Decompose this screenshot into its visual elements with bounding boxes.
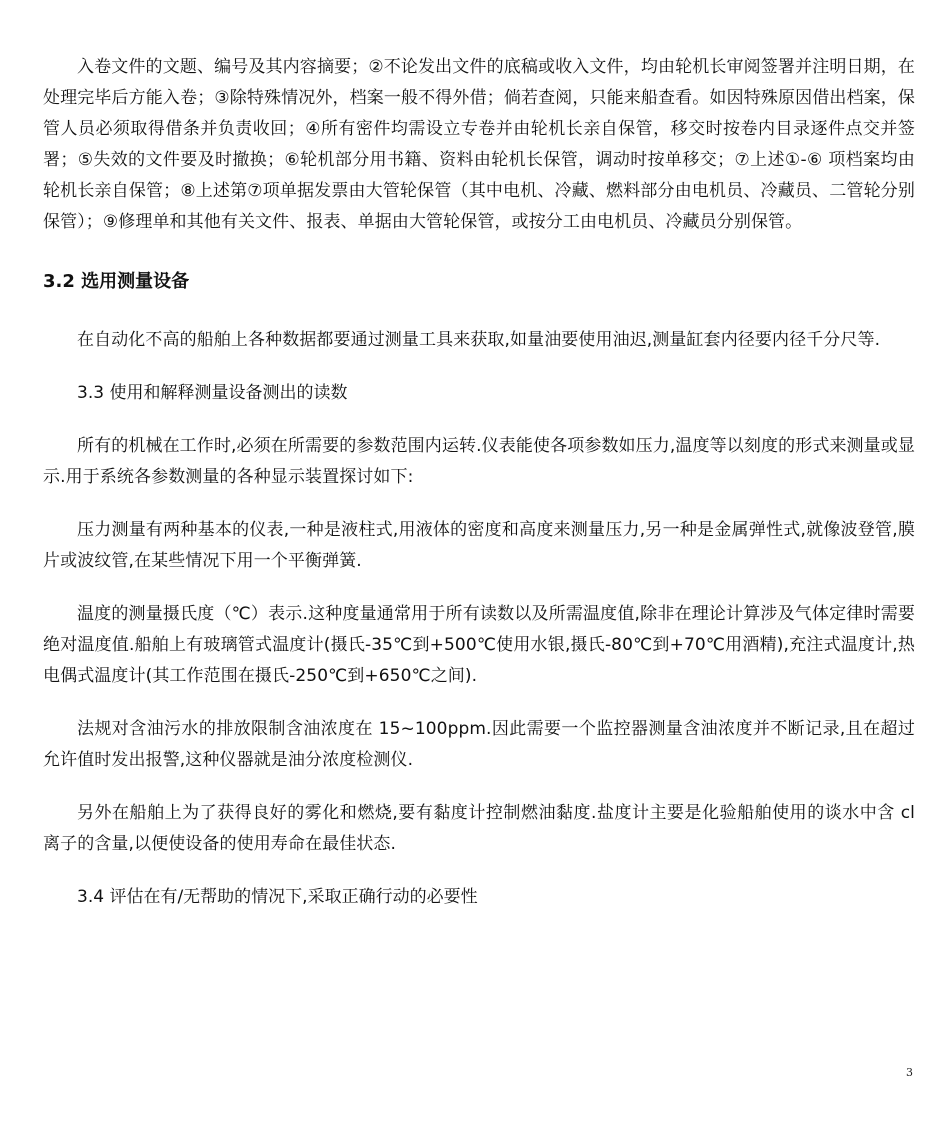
paragraph-pressure-measurement: 压力测量有两种基本的仪表,一种是液柱式,用液体的密度和高度来测量压力,另一种是金属弹性式,就像波登管,膜片或波纹管,在某些情况下用一个平衡弹簧.	[43, 520, 915, 571]
section-heading-3-4: 3.4 评估在有/无帮助的情况下,采取正确行动的必要性	[77, 887, 478, 907]
spacer	[43, 297, 915, 325]
spacer	[43, 776, 915, 798]
spacer	[43, 860, 915, 882]
spacer	[43, 577, 915, 599]
spacer	[43, 409, 915, 431]
section-heading-3-2: 3.2 选用测量设备	[43, 271, 190, 292]
page-number: 3	[906, 1066, 913, 1079]
paragraph-archive-rules: 入卷文件的文题、编号及其内容摘要；②不论发出文件的底稿或收入文件，均由轮机长审阅签署并注明日期，在处理完毕后方能入卷；③除特殊情况外，档案一般不得外借；倘若查阅，只能来船查看。如因特殊原因借出档案，保管人员必须取得借条并负责收回；④所有密件均需设立专卷并由轮机长亲自保管，移交时按卷内目录逐件点交并签署；⑤失效的文件要及时撤换；⑥轮机部分用书籍、资料由轮机长保管，调动时按单移交；⑦上述①-⑥ 项档案均由轮机长亲自保管；⑧上述第⑦项单据发票由大管轮保管（其中电机、冷藏、燃料部分由电机员、冷藏员、二管轮分别保管）；⑨修理单和其他有关文件、报表、单据由大管轮保管，或按分工由电机员、冷藏员分别保管。	[43, 57, 915, 232]
document-page	[43, 52, 915, 913]
paragraph-oily-water: 法规对含油污水的排放限制含油浓度在 15~100ppm.因此需要一个监控器测量含油浓度并不断记录,且在超过允许值时发出报警,这种仪器就是油分浓度检测仪.	[43, 719, 915, 770]
paragraph-viscosity-salinity: 另外在船舶上为了获得良好的雾化和燃烧,要有黏度计控制燃油黏度.盐度计主要是化验船舶使用的谈水中含 cl 离子的含量,以便使设备的使用寿命在最佳状态.	[43, 803, 915, 854]
paragraph-measuring-tools: 在自动化不高的船舶上各种数据都要通过测量工具来获取,如量油要使用油迟,测量缸套内径要内径千分尺等.	[77, 330, 881, 350]
spacer	[43, 356, 915, 378]
spacer	[43, 238, 915, 266]
paragraph-temperature-measurement: 温度的测量摄氏度（℃）表示.这种度量通常用于所有读数以及所需温度值,除非在理论计算涉及气体定律时需要绝对温度值.船舶上有玻璃管式温度计(摄氏-35℃到+500℃使用水银,摄氏-80℃到+70℃用酒精),充注式温度计,热电偶式温度计(其工作范围在摄氏-250℃到+650℃之间).	[43, 604, 915, 686]
spacer	[43, 692, 915, 714]
spacer	[43, 493, 915, 515]
paragraph-parameter-range: 所有的机械在工作时,必须在所需要的参数范围内运转.仪表能使各项参数如压力,温度等以刻度的形式来测量或显示.用于系统各参数测量的各种显示装置探讨如下:	[43, 436, 915, 487]
section-heading-3-3: 3.3 使用和解释测量设备测出的读数	[77, 383, 348, 403]
